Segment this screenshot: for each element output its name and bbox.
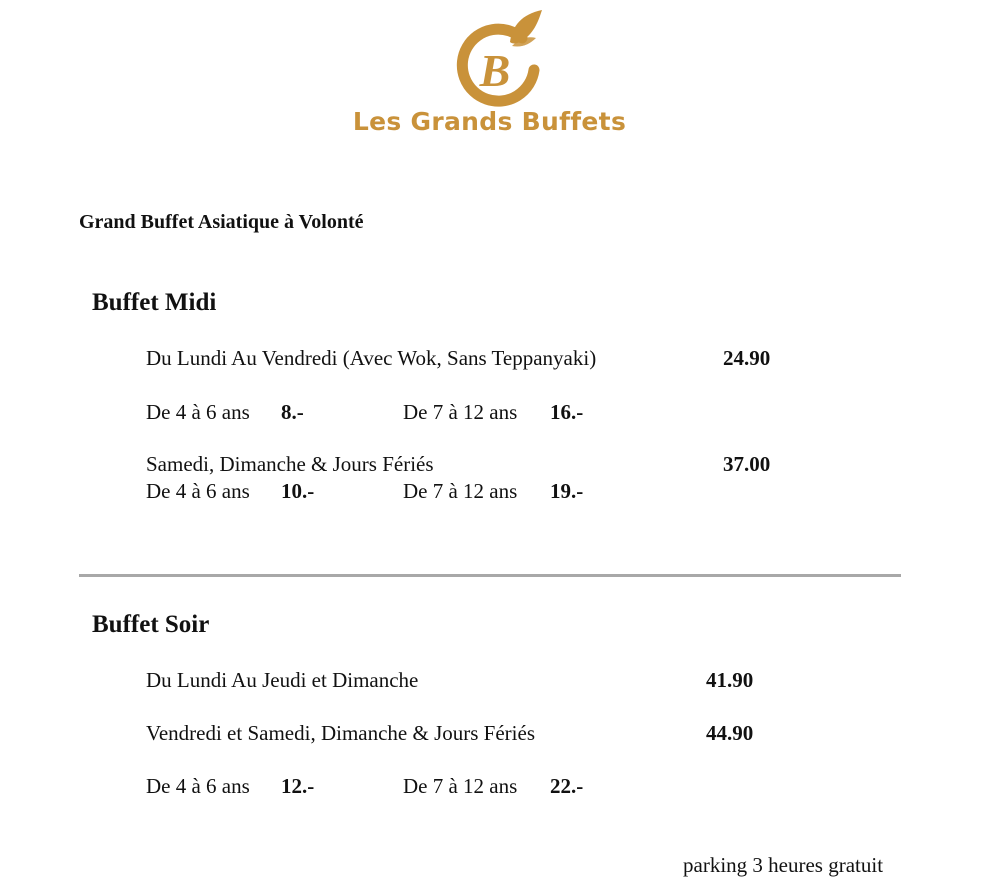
brand-logo-mark: [450, 8, 550, 112]
section-divider: [79, 574, 901, 577]
midi-weekend-kids-price1: 10.-: [281, 479, 315, 503]
midi-weekend-label: Samedi, Dimanche & Jours Fériés: [146, 452, 434, 476]
soir-row1-price: 41.90: [706, 668, 754, 692]
midi-weekday-kids-price2: 16.-: [550, 400, 584, 424]
midi-weekend-kids-price2: 19.-: [550, 479, 584, 503]
midi-weekday-kids-age2: De 7 à 12 ans: [403, 400, 518, 424]
section-title-midi: Buffet Midi: [92, 289, 217, 316]
midi-weekday-price: 24.90: [723, 346, 771, 370]
soir-kids-price1: 12.-: [281, 774, 315, 798]
midi-weekend-kids-age1: De 4 à 6 ans: [146, 479, 250, 503]
brand-logo: [0, 8, 999, 112]
brand-name: Les Grands Buffets: [352, 107, 627, 136]
section-title-soir: Buffet Soir: [92, 611, 210, 638]
midi-weekday-kids-price1: 8.-: [281, 400, 304, 424]
soir-row2-price: 44.90: [706, 721, 754, 745]
parking-note: parking 3 heures gratuit: [683, 853, 884, 877]
soir-kids-price2: 22.-: [550, 774, 584, 798]
soir-kids-age2: De 7 à 12 ans: [403, 774, 518, 798]
logo-letter: B: [479, 45, 510, 96]
midi-weekday-label: Du Lundi Au Vendredi (Avec Wok, Sans Teppanyaki): [146, 346, 597, 370]
document-title: Grand Buffet Asiatique à Volonté: [79, 211, 364, 233]
midi-weekend-price: 37.00: [723, 452, 771, 476]
soir-row1-label: Du Lundi Au Jeudi et Dimanche: [146, 668, 419, 692]
soir-row2-label: Vendredi et Samedi, Dimanche & Jours Fériés: [146, 721, 535, 745]
midi-weekday-kids-age1: De 4 à 6 ans: [146, 400, 250, 424]
midi-weekend-kids-age2: De 7 à 12 ans: [403, 479, 518, 503]
soir-kids-age1: De 4 à 6 ans: [146, 774, 250, 798]
